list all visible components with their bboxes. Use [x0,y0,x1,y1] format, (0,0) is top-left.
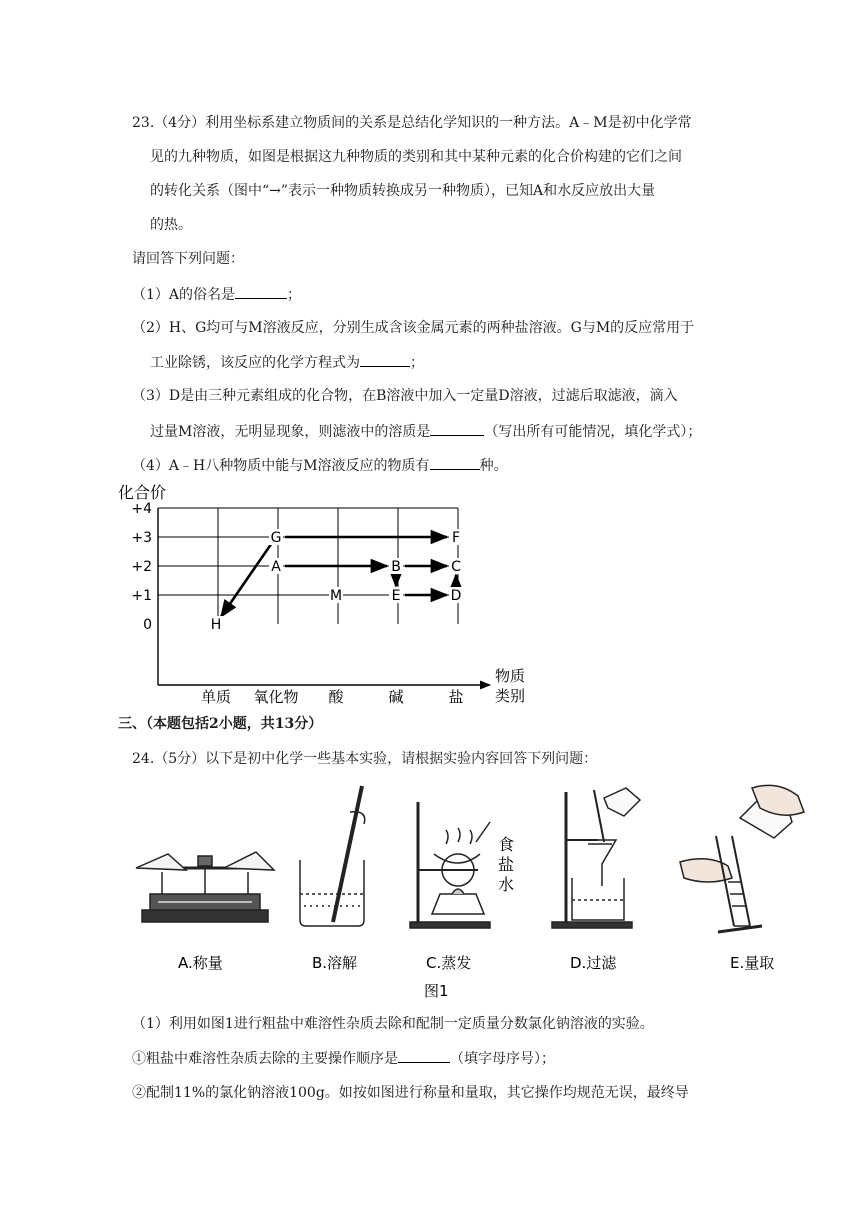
q23-part-3-line-2 [150,421,701,442]
q24-step-2: ②配制11%的氯化钠溶液100g。如按如图进行称量和量取，其它操作均规范无误，最终导 [132,1085,689,1101]
q23-part-1-end: ； [287,287,302,303]
q23-intro-line-3: 的转化关系（图中“→”表示一种物质转换成另一种物质），已知A和水反应放出大量 [150,183,656,199]
figure-label-c: C.蒸发 [426,954,472,972]
node-M: M [329,588,343,604]
q24-step-1 [132,1048,555,1069]
q23-part-3-line-1: （3）D是由三种元素组成的化合物，在B溶液中加入一定量D溶液，过滤后取滤液，滴入 [132,388,678,404]
x-tick-label: 单质 [200,688,232,706]
figure-label-a: A.称量 [178,954,223,972]
y-ticks [131,501,152,633]
x-axis-label-line-2: 类别 [495,687,526,705]
chart-arrows [221,537,456,617]
side-label-1: 食 [498,835,515,854]
x-tick-label: 碱 [388,688,404,706]
answer-blank[interactable] [430,421,484,436]
node-E: E [391,588,401,604]
answer-blank[interactable] [360,352,410,367]
q23-part-1-text: （1）A的俗名是 [132,287,236,303]
q23-part-1 [132,284,301,305]
q23-part-4 [132,455,508,476]
figure-label-b: B.溶解 [312,954,358,972]
y-tick-label: 0 [143,617,152,633]
q24-intro: 24.（5分）以下是初中化学一些基本实验，请根据实验内容回答下列问题： [132,751,598,767]
node-B: B [391,559,401,575]
q23-part-4-end: 种。 [479,458,508,474]
x-tick-label: 酸 [328,688,344,706]
node-D: D [450,588,462,604]
q23-part-2-end: ； [410,355,424,371]
q23-intro-line-2: 见的九种物质，如图是根据这九种物质的类别和其中某种元素的化合价构建的它们之间 [150,149,682,165]
figure-label-e: E.量取 [730,954,775,972]
q24-step-1-text: ①粗盐中难溶性杂质去除的主要操作顺序是 [132,1051,398,1067]
q23-intro-line-4: 的热。 [150,217,192,233]
chart-grid [158,508,490,685]
answer-blank[interactable] [430,455,480,470]
evaporating-dish-icon [410,802,490,928]
valence-chart [118,480,538,710]
arrow-G-H [221,544,271,616]
q24-step-1-end: （填字母序号）； [450,1051,555,1067]
q23-part-3-end: （写出所有可能情况，填化学式）； [484,424,702,440]
y-tick-label: +1 [131,588,152,604]
q23-part-2-text: 工业除锈，该反应的化学方程式为 [150,355,360,371]
x-tick-label: 氧化物 [253,688,299,706]
q23-part-4-text: （4）A﹣H八种物质中能与M溶液反应的物质有 [132,458,430,474]
answer-blank[interactable] [235,284,287,299]
y-axis-label: 化合价 [118,483,167,502]
x-tick-label: 盐 [448,688,464,706]
q24-part-1: （1）利用如图1进行粗盐中难溶性杂质去除和配制一定质量分数氯化钠溶液的实验。 [132,1016,654,1032]
side-label-2: 盐 [498,855,515,874]
y-tick-label: +4 [131,501,152,517]
figure-label-d: D.过滤 [570,954,617,972]
graduated-cylinder-icon [680,785,804,932]
y-tick-label: +2 [131,559,152,575]
node-G: G [270,530,282,546]
figure-caption: 图1 [424,982,449,1000]
answer-blank[interactable] [398,1048,450,1063]
q23-part-2-line-1: （2）H、G均可与M溶液反应，分别生成含该金属元素的两种盐溶液。G与M的反应常用于 [132,320,695,336]
node-C: C [451,559,461,575]
q23-prompt: 请回答下列问题： [132,251,244,267]
side-label-3: 水 [498,875,515,894]
q23-part-2-line-2 [150,352,424,373]
y-tick-label: +3 [131,530,152,546]
section-3-heading: 三、（本题包括2小题，共13分） [118,716,323,732]
balance-icon [136,852,274,922]
beaker-stirring-icon [300,786,365,926]
q23-part-3-text: 过量M溶液，无明显现象，则滤液中的溶质是 [150,424,431,440]
x-axis-label-line-1: 物质 [495,667,526,685]
node-F: F [451,530,461,546]
apparatus-figure [128,782,818,1002]
node-A: A [271,559,281,575]
x-ticks [201,688,464,706]
q23-intro-line-1: 23.（4分）利用坐标系建立物质间的关系是总结化学知识的一种方法。A﹣M是初中化学常 [132,115,692,131]
filter-funnel-icon [552,788,640,928]
node-H: H [210,617,222,633]
